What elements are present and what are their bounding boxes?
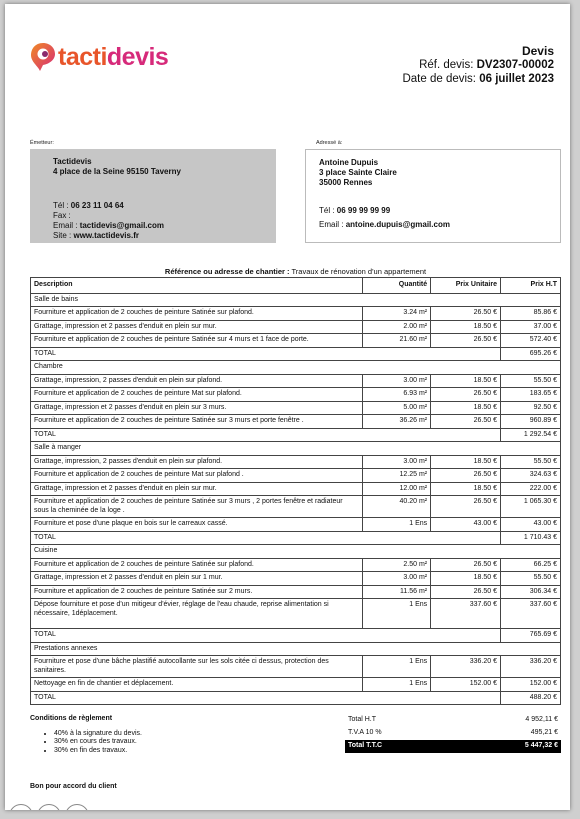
section-title: Salle de bains [31,293,561,307]
tva-row: T.V.A 10 % 495,21 € [348,729,558,736]
cell-ht: 66.25 € [500,558,560,572]
page-corner-circles [9,804,89,810]
cell-qty: 12.00 m² [363,482,431,496]
cell-qty: 21.60 m² [363,334,431,348]
brand-name-part1: tacti [58,42,107,71]
cell-ht: 43.00 € [500,518,560,532]
recipient-address-line2: 35000 Rennes [319,178,373,187]
cell-qty: 2.50 m² [363,558,431,572]
section-total-value: 488.20 € [500,691,560,705]
table-row [31,415,561,429]
section-title: Prestations annexes [31,642,561,656]
section-header-row [31,361,561,375]
emitter-tel: Tél : 06 23 11 04 64 [53,201,124,210]
list-item: • 40% à la signature du devis. [54,730,142,739]
recipient-email: Email : antoine.dupuis@gmail.com [319,220,450,229]
list-item: • 30% en cours des travaux. [54,738,142,747]
section-header-row [31,442,561,456]
cell-pu: 18.50 € [431,401,501,415]
ref-label: Réf. devis: [419,59,474,71]
section-total-row [31,428,561,442]
cell-ht: 336.20 € [500,656,560,678]
col-price-ht: Prix H.T [500,278,560,294]
table-row [31,401,561,415]
cell-ht: 37.00 € [500,320,560,334]
circle-shape [65,804,89,810]
section-total-value: 1 710.43 € [500,531,560,545]
client-approval-label: Bon pour accord du client [30,783,117,790]
cell-qty: 1 Ens [363,656,431,678]
quote-reference [402,58,554,72]
cell-pu: 152.00 € [431,678,501,692]
recipient-address-line1: 3 place Sainte Claire [319,168,397,177]
cell-qty: 40.20 m² [363,496,431,518]
cell-desc: Fourniture et application de 2 couches de peinture Satinée sur 2 murs. [31,585,363,599]
cell-pu: 43.00 € [431,518,501,532]
recipient-box [305,149,561,243]
section-total-value: 765.69 € [500,629,560,643]
cell-pu: 18.50 € [431,455,501,469]
cell-pu: 26.50 € [431,307,501,321]
worksite-reference-label: Référence ou adresse de chantier : [164,267,290,276]
table-row [31,599,561,629]
cell-ht: 92.50 € [500,401,560,415]
cell-ht: 337.60 € [500,599,560,629]
table-row [31,572,561,586]
col-quantity: Quantité [363,278,431,294]
quote-header [402,44,554,86]
section-total-label: TOTAL [31,629,501,643]
cell-pu: 26.50 € [431,388,501,402]
cell-ht: 55.50 € [500,572,560,586]
cell-pu: 18.50 € [431,572,501,586]
total-ttc-value: 5 447,32 € [524,742,558,749]
section-total-value: 1 292.54 € [500,428,560,442]
brand-name [58,43,168,72]
cell-ht: 152.00 € [500,678,560,692]
recipient-name: Antoine Dupuis [319,158,379,167]
table-row [31,334,561,348]
cell-qty: 1 Ens [363,518,431,532]
cell-desc: Fourniture et application de 2 couches de peinture Satinée sur plafond. [31,307,363,321]
emitter-site: Site : www.tactidevis.fr [53,231,139,240]
total-ht-row: Total H.T 4 952,11 € [348,716,558,723]
cell-ht: 55.50 € [500,374,560,388]
date-value: 06 juillet 2023 [479,73,554,85]
cell-desc: Fourniture et application de 2 couches de peinture Satinée sur 3 murs , 2 portes fenêtre et radiateur sous la cheminée de la loge . [31,496,363,518]
emitter-box [30,149,276,243]
document-title: Devis [521,44,554,58]
section-total-row [31,531,561,545]
section-total-label: TOTAL [31,428,501,442]
worksite-reference [30,267,561,276]
cell-qty: 2.00 m² [363,320,431,334]
cell-qty: 3.00 m² [363,455,431,469]
section-total-label: TOTAL [31,531,501,545]
cell-qty: 36.26 m² [363,415,431,429]
worksite-reference-value: Travaux de rénovation d'un appartement [291,267,427,276]
cell-ht: 183.65 € [500,388,560,402]
table-header-row [31,278,561,294]
cell-qty: 1 Ens [363,678,431,692]
table-row [31,388,561,402]
cell-pu: 336.20 € [431,656,501,678]
cell-qty: 12.25 m² [363,469,431,483]
emitter-name: Tactidevis [53,157,92,166]
quote-date [402,72,554,86]
cell-pu: 18.50 € [431,374,501,388]
table-row [31,558,561,572]
cell-desc: Dépose fourniture et pose d'un mitigeur d'évier, réglage de l'eau chaude, reprise alimentation si nécessaire, 1déplacement. [31,599,363,629]
cell-desc: Fourniture et pose d'une bâche plastifié autocollante sur les sols citée ci dessus, protection des sanitaires. [31,656,363,678]
table-row [31,496,561,518]
section-total-label: TOTAL [31,691,501,705]
cell-ht: 324.63 € [500,469,560,483]
cell-pu: 337.60 € [431,599,501,629]
section-total-label: TOTAL [31,347,501,361]
cell-qty: 5.00 m² [363,401,431,415]
cell-pu: 26.50 € [431,558,501,572]
cell-qty: 3.24 m² [363,307,431,321]
cell-desc: Grattage, impression et 2 passes d'enduit en plein sur mur. [31,482,363,496]
cell-desc: Grattage, impression et 2 passes d'enduit en plein sur mur. [31,320,363,334]
cell-ht: 306.34 € [500,585,560,599]
circle-shape [9,804,33,810]
emitter-email: Email : tactidevis@gmail.com [53,221,164,230]
table-row [31,374,561,388]
total-ht-value: 4 952,11 € [525,716,558,723]
cell-qty: 11.56 m² [363,585,431,599]
cell-pu: 26.50 € [431,585,501,599]
cell-ht: 572.40 € [500,334,560,348]
cell-ht: 960.89 € [500,415,560,429]
totals-block [345,714,561,753]
section-header-row [31,642,561,656]
section-title: Chambre [31,361,561,375]
cell-desc: Fourniture et application de 2 couches de peinture Satinée sur plafond. [31,558,363,572]
cell-pu: 26.50 € [431,496,501,518]
cell-qty: 3.00 m² [363,572,431,586]
ref-value: DV2307-00002 [476,59,554,71]
table-row [31,307,561,321]
quote-table [30,277,561,705]
payment-conditions [30,715,142,755]
table-row [31,455,561,469]
cell-desc: Grattage, impression, 2 passes d'enduit en plein sur plafond. [31,374,363,388]
cell-desc: Grattage, impression et 2 passes d'enduit en plein sur 1 mur. [31,572,363,586]
cell-desc: Fourniture et pose d'une plaque en bois sur le carreaux cassé. [31,518,363,532]
col-description: Description [31,278,363,294]
section-total-row [31,691,561,705]
recipient-tel: Tél : 06 99 99 99 99 [319,206,391,215]
emitter-label: Émetteur: [30,140,54,146]
cell-qty: 6.93 m² [363,388,431,402]
cell-pu: 26.50 € [431,334,501,348]
emitter-address: 4 place de la Seine 95150 Taverny [53,167,181,176]
date-label: Date de devis: [402,73,476,85]
emitter-fax: Fax : [53,211,71,220]
table-row [31,469,561,483]
table-row [31,320,561,334]
cell-ht: 55.50 € [500,455,560,469]
payment-conditions-list [30,730,142,756]
recipient-label: Adressé à: [316,140,343,146]
cell-desc: Grattage, impression et 2 passes d'enduit en plein sur 3 murs. [31,401,363,415]
payment-conditions-title: Conditions de règlement [30,715,113,722]
section-total-row [31,629,561,643]
table-row [31,585,561,599]
section-title: Cuisine [31,545,561,559]
table-row [31,482,561,496]
section-header-row [31,293,561,307]
table-row [31,656,561,678]
section-total-value: 695.26 € [500,347,560,361]
cell-desc: Nettoyage en fin de chantier et déplacement. [31,678,363,692]
cell-qty: 3.00 m² [363,374,431,388]
section-total-row [31,347,561,361]
cell-desc: Fourniture et application de 2 couches de peinture Satinée sur 4 murs et 1 face de porte. [31,334,363,348]
cell-pu: 18.50 € [431,482,501,496]
total-ttc-row: Total T.T.C 5 447,32 € [345,740,561,753]
table-row [31,678,561,692]
circle-shape [37,804,61,810]
logo-pin-icon [30,42,56,72]
quote-page [5,4,570,810]
section-header-row [31,545,561,559]
cell-desc: Fourniture et application de 2 couches de peinture Mat sur plafond . [31,469,363,483]
section-title: Salle à manger [31,442,561,456]
cell-ht: 1 065.30 € [500,496,560,518]
cell-pu: 26.50 € [431,469,501,483]
brand-name-part2: devis [106,42,169,71]
table-row [31,518,561,532]
cell-pu: 26.50 € [431,415,501,429]
col-unit-price: Prix Unitaire [431,278,501,294]
cell-desc: Fourniture et application de 2 couches de peinture Satinée sur 3 murs et porte fenêtre . [31,415,363,429]
cell-desc: Fourniture et application de 2 couches de peinture Mat sur plafond. [31,388,363,402]
cell-qty: 1 Ens [363,599,431,629]
cell-pu: 18.50 € [431,320,501,334]
list-item: • 30% en fin des travaux. [54,747,142,756]
table-body [31,293,561,705]
cell-ht: 85.86 € [500,307,560,321]
cell-desc: Grattage, impression, 2 passes d'enduit en plein sur plafond. [31,455,363,469]
brand-logo [30,42,168,72]
cell-ht: 222.00 € [500,482,560,496]
tva-value: 495,21 € [530,729,558,736]
